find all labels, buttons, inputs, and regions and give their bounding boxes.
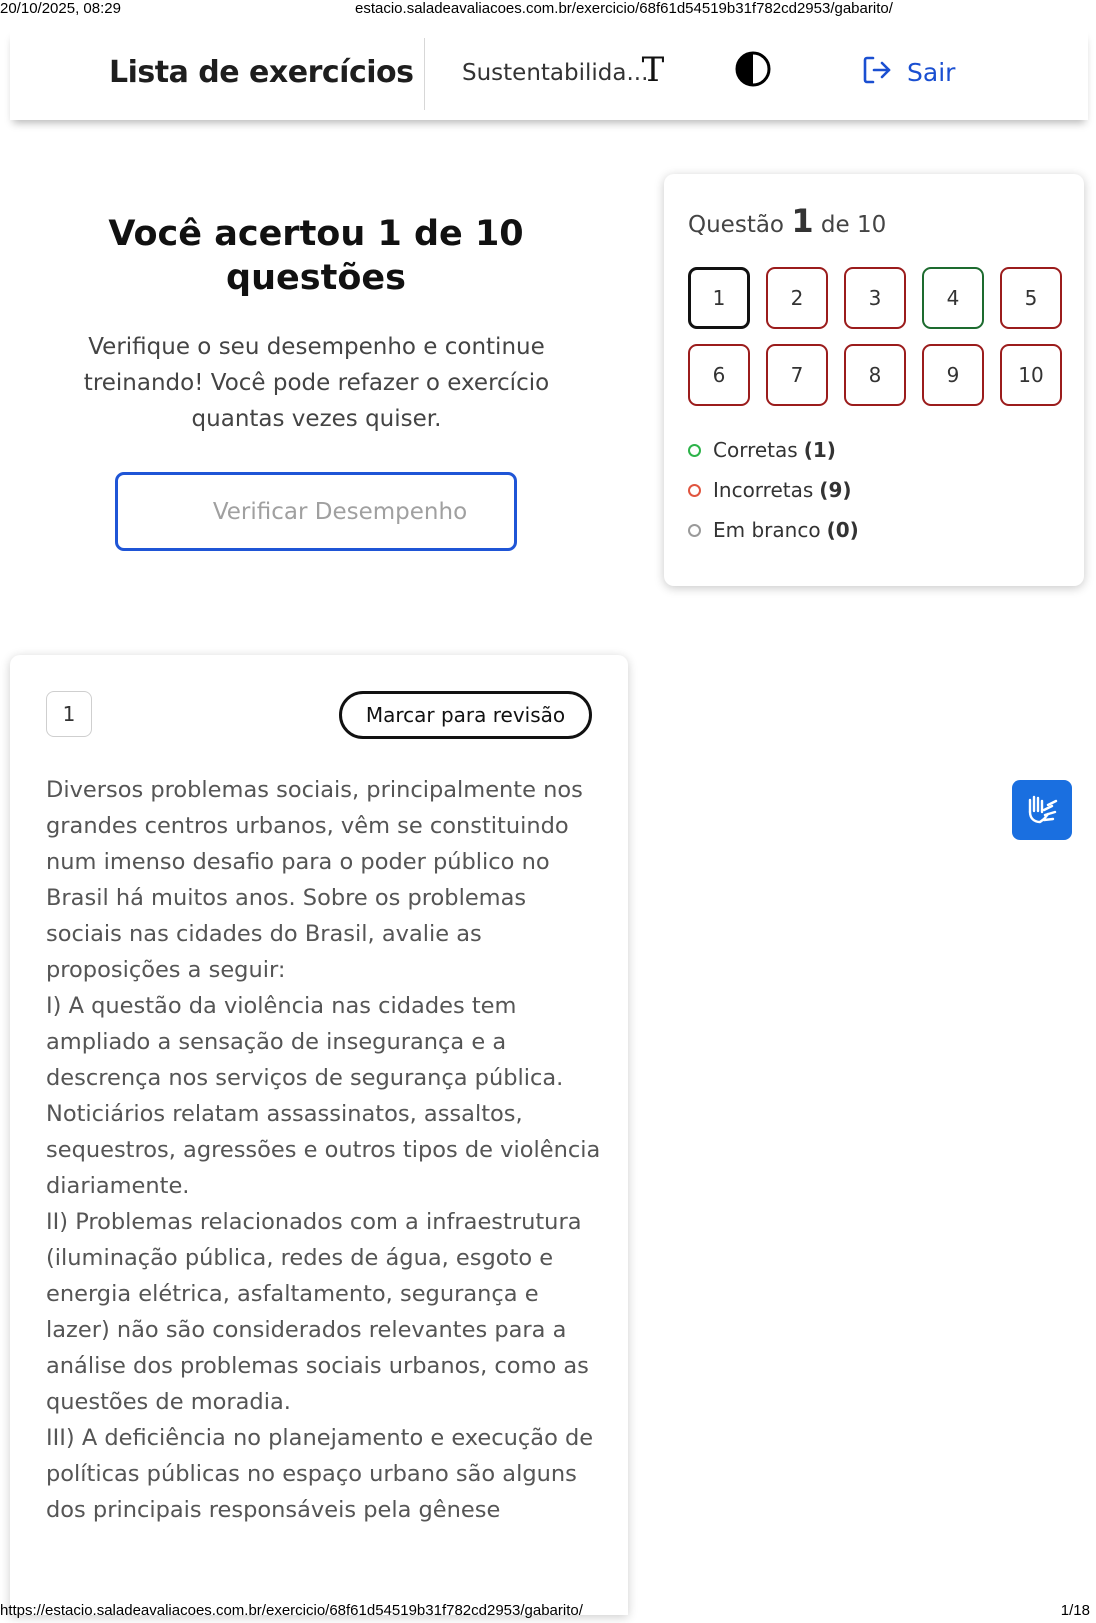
navigator-title xyxy=(688,202,886,240)
question-button-1[interactable]: 1 xyxy=(688,267,750,329)
top-navbar xyxy=(10,30,1088,120)
print-page-number: 1/18 xyxy=(1060,1602,1090,1619)
legend-incorrect xyxy=(688,470,859,510)
question-button-5[interactable]: 5 xyxy=(1000,267,1062,329)
question-statement: Diversos problemas sociais, principalmente nos grandes centros urbanos, vêm se constituindo num imenso desafio para o poder público no Brasil há muitos anos. Sobre os problemas sociais nas cidades do Brasil, avalie as proposições a seguir: I) A questão da violência nas cidades tem ampliado a sensação de insegurança e a descrença nos serviços de segurança pública. Noticiários relatam assassinatos, assaltos, sequestros, agressões e outros tipos de violência diariamente. II) Problemas relacionados com a infraestrutura (iluminação pública, redes de água, esgoto e energia elétrica, asfaltamento, segurança e lazer) não são considerados relevantes para a análise dos problemas sociais urbanos, como as questões de moradia. III) A deficiência no planejamento e execução de políticas públicas no espaço urbano são alguns dos principais responsáveis pela gênese xyxy=(46,777,601,1523)
course-name[interactable]: Sustentabilida... xyxy=(462,60,649,86)
result-description: Verifique o seu desempenho e continue treinando! Você pode refazer o exercício quantas vezes quiser. xyxy=(83,334,550,432)
question-button-4[interactable]: 4 xyxy=(922,267,984,329)
print-footer xyxy=(0,1602,1096,1620)
mark-for-review-button[interactable]: Marcar para revisão xyxy=(339,691,592,739)
question-text xyxy=(46,772,606,1528)
logout-button[interactable] xyxy=(861,52,955,92)
question-button-3[interactable]: 3 xyxy=(844,267,906,329)
question-navigator xyxy=(664,174,1084,586)
result-title: Você acertou 1 de 10 questões xyxy=(108,214,524,298)
question-button-6[interactable]: 6 xyxy=(688,344,750,406)
legend-blank-label: Em branco xyxy=(713,518,821,542)
logout-label: Sair xyxy=(907,57,956,87)
navigator-title-suffix: de 10 xyxy=(820,212,887,238)
navbar-divider xyxy=(424,38,425,110)
verify-performance-button[interactable]: Verificar Desempenho xyxy=(115,472,517,551)
legend-correct-label: Corretas xyxy=(713,438,798,462)
question-number: 1 xyxy=(46,691,92,737)
status-legend xyxy=(688,430,859,550)
question-button-7[interactable]: 7 xyxy=(766,344,828,406)
question-button-2[interactable]: 2 xyxy=(766,267,828,329)
legend-blank-count: (0) xyxy=(826,518,859,542)
blank-dot-icon xyxy=(688,524,701,537)
print-header xyxy=(0,0,1096,18)
incorrect-dot-icon xyxy=(688,484,701,497)
question-button-8[interactable]: 8 xyxy=(844,344,906,406)
question-card xyxy=(10,655,628,1615)
legend-blank xyxy=(688,510,859,550)
print-footer-url: https://estacio.saladeavaliacoes.com.br/exercicio/68f61d54519b31f782cd2953/gabarito/ xyxy=(0,1602,583,1619)
legend-correct-count: (1) xyxy=(803,438,836,462)
app-title: Lista de exercícios xyxy=(109,55,414,90)
text-size-icon[interactable]: T xyxy=(641,50,665,90)
correct-dot-icon xyxy=(688,444,701,457)
question-button-10[interactable]: 10 xyxy=(1000,344,1062,406)
sign-language-icon[interactable] xyxy=(1012,780,1072,840)
legend-incorrect-label: Incorretas xyxy=(713,478,814,502)
question-grid xyxy=(688,267,1068,406)
legend-incorrect-count: (9) xyxy=(819,478,852,502)
navigator-current-question: 1 xyxy=(791,202,814,240)
legend-correct xyxy=(688,430,859,470)
print-datetime: 20/10/2025, 08:29 xyxy=(0,0,121,17)
navigator-title-prefix: Questão xyxy=(688,212,784,238)
contrast-icon[interactable] xyxy=(734,50,772,88)
logout-icon xyxy=(861,54,893,91)
print-url: estacio.saladeavaliacoes.com.br/exercicio/68f61d54519b31f782cd2953/gabarito/ xyxy=(355,0,893,17)
question-button-9[interactable]: 9 xyxy=(922,344,984,406)
